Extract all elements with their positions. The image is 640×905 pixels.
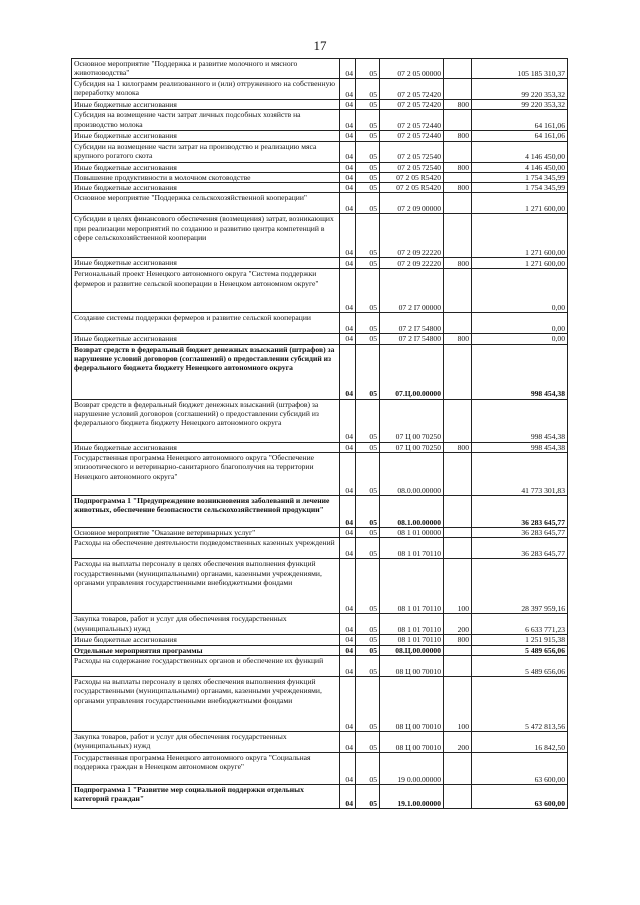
row-subsection-code: 05 — [356, 614, 380, 635]
budget-table-body — [72, 59, 568, 809]
row-subsection-code: 05 — [356, 784, 380, 808]
row-amount: 99 220 353,32 — [472, 100, 568, 110]
row-section-code: 04 — [340, 334, 356, 344]
row-amount: 1 271 600,00 — [472, 193, 568, 214]
row-name: Иные бюджетные ассигнования — [72, 258, 340, 269]
table-row — [72, 110, 568, 131]
row-name: Расходы на обеспечение деятельности подведомственных казенных учреждений — [72, 538, 340, 559]
row-amount: 28 397 959,16 — [472, 559, 568, 614]
row-subsection-code: 05 — [356, 183, 380, 193]
row-amount: 1 271 600,00 — [472, 214, 568, 258]
row-name: Иные бюджетные ассигнования — [72, 334, 340, 344]
row-section-code: 04 — [340, 110, 356, 131]
row-section-code: 04 — [340, 528, 356, 538]
row-amount: 5 489 656,06 — [472, 655, 568, 676]
table-row — [72, 676, 568, 731]
row-name: Субсидия на 1 килограмм реализованного и (или) отгруженного на собственную переработку молока — [72, 79, 340, 100]
row-expense-type-code — [444, 645, 472, 655]
row-section-code: 04 — [340, 655, 356, 676]
row-amount: 5 489 656,06 — [472, 645, 568, 655]
row-name: Закупка товаров, работ и услуг для обеспечения государственных (муниципальных) нужд — [72, 731, 340, 752]
row-expense-type-code — [444, 313, 472, 334]
row-name: Повышение продуктивности в молочном скотоводстве — [72, 172, 340, 182]
row-subsection-code: 05 — [356, 731, 380, 752]
row-section-code: 04 — [340, 399, 356, 442]
row-subsection-code: 05 — [356, 453, 380, 496]
row-expense-type-code — [444, 214, 472, 258]
row-expense-type-code — [444, 269, 472, 313]
row-amount: 63 600,00 — [472, 752, 568, 784]
row-expense-type-code — [444, 528, 472, 538]
row-target-code: 07 2 05 R5420 — [380, 172, 444, 182]
row-name: Субсидии на возмещение части затрат на производство и реализацию мяса крупного рогатого скота — [72, 141, 340, 162]
row-expense-type-code: 800 — [444, 162, 472, 172]
row-target-code: 08 Ц 00 70010 — [380, 655, 444, 676]
row-expense-type-code: 800 — [444, 442, 472, 452]
row-target-code: 19.1.00.00000 — [380, 784, 444, 808]
row-target-code: 08 Ц 00 70010 — [380, 731, 444, 752]
table-row — [72, 131, 568, 141]
row-name: Отдельные мероприятия программы — [72, 645, 340, 655]
row-subsection-code: 05 — [356, 100, 380, 110]
table-row — [72, 635, 568, 645]
row-subsection-code: 05 — [356, 344, 380, 399]
row-section-code: 04 — [340, 214, 356, 258]
row-expense-type-code — [444, 172, 472, 182]
table-row — [72, 100, 568, 110]
table-row — [72, 193, 568, 214]
row-amount: 41 773 301,83 — [472, 453, 568, 496]
table-row — [72, 344, 568, 399]
row-name: Подпрограмма 1 "Развитие мер социальной поддержки отдельных категорий граждан" — [72, 784, 340, 808]
row-subsection-code: 05 — [356, 162, 380, 172]
row-section-code: 04 — [340, 453, 356, 496]
row-expense-type-code: 800 — [444, 183, 472, 193]
row-expense-type-code — [444, 399, 472, 442]
row-name: Иные бюджетные ассигнования — [72, 635, 340, 645]
table-row — [72, 752, 568, 784]
table-row — [72, 59, 568, 79]
row-subsection-code: 05 — [356, 141, 380, 162]
budget-table — [71, 58, 568, 809]
row-target-code: 08 1 01 00000 — [380, 528, 444, 538]
row-amount: 63 600,00 — [472, 784, 568, 808]
row-name: Субсидии в целях финансового обеспечения (возмещения) затрат, возникающих при реализации мероприятий по созданию и развитию центра компетенций в сфере сельскохозяйственной кооперации — [72, 214, 340, 258]
row-expense-type-code — [444, 59, 472, 79]
row-target-code: 07 2 I7 00000 — [380, 269, 444, 313]
table-row — [72, 731, 568, 752]
row-target-code: 07 2 05 72540 — [380, 141, 444, 162]
row-target-code: 08 1 01 70110 — [380, 635, 444, 645]
row-amount: 64 161,06 — [472, 110, 568, 131]
row-target-code: 07 2 I7 54800 — [380, 313, 444, 334]
row-target-code: 07 2 09 22220 — [380, 258, 444, 269]
table-row — [72, 141, 568, 162]
row-name: Государственная программа Ненецкого автономного округа "Социальная поддержка граждан в Ненецком автономном округе" — [72, 752, 340, 784]
table-row — [72, 313, 568, 334]
row-target-code: 08.0.00.00000 — [380, 453, 444, 496]
row-section-code: 04 — [340, 183, 356, 193]
row-amount: 6 633 771,23 — [472, 614, 568, 635]
row-expense-type-code: 800 — [444, 334, 472, 344]
row-target-code: 07 2 05 72420 — [380, 79, 444, 100]
row-amount: 99 220 353,32 — [472, 79, 568, 100]
row-amount: 5 472 813,56 — [472, 676, 568, 731]
row-target-code: 08 1 01 70110 — [380, 538, 444, 559]
row-name: Расходы на содержание государственных органов и обеспечение их функций — [72, 655, 340, 676]
table-row — [72, 496, 568, 528]
row-section-code: 04 — [340, 100, 356, 110]
row-subsection-code: 05 — [356, 59, 380, 79]
row-section-code: 04 — [340, 258, 356, 269]
row-expense-type-code — [444, 655, 472, 676]
row-name: Субсидия на возмещение части затрат личных подсобных хозяйств на производство молока — [72, 110, 340, 131]
row-amount: 998 454,38 — [472, 442, 568, 452]
row-subsection-code: 05 — [356, 635, 380, 645]
row-expense-type-code: 200 — [444, 731, 472, 752]
row-amount: 1 754 345,99 — [472, 172, 568, 182]
table-row — [72, 214, 568, 258]
row-name: Возврат средств в федеральный бюджет денежных взысканий (штрафов) за нарушение условий договоров (соглашений) о предоставлении субсидий из федерального бюджета бюджету Ненецкого автономного округа — [72, 399, 340, 442]
row-name: Иные бюджетные ассигнования — [72, 442, 340, 452]
row-section-code: 04 — [340, 752, 356, 784]
row-expense-type-code — [444, 344, 472, 399]
row-name: Основное мероприятие "Оказание ветеринарных услуг" — [72, 528, 340, 538]
row-name: Возврат средств в федеральный бюджет денежных взысканий (штрафов) за нарушение условий договоров (соглашений) о предоставлении субсидий из федерального бюджета бюджету Ненецкого автономного округа — [72, 344, 340, 399]
row-subsection-code: 05 — [356, 79, 380, 100]
row-subsection-code: 05 — [356, 442, 380, 452]
row-amount: 36 283 645,77 — [472, 528, 568, 538]
row-name: Создание системы поддержки фермеров и развитие сельской кооперации — [72, 313, 340, 334]
row-expense-type-code — [444, 110, 472, 131]
table-row — [72, 655, 568, 676]
table-row — [72, 442, 568, 452]
row-section-code: 04 — [340, 559, 356, 614]
row-expense-type-code: 100 — [444, 676, 472, 731]
row-amount: 16 842,50 — [472, 731, 568, 752]
row-subsection-code: 05 — [356, 313, 380, 334]
row-target-code: 08.1.00.00000 — [380, 496, 444, 528]
row-expense-type-code — [444, 752, 472, 784]
row-target-code: 07.Ц.00.00000 — [380, 344, 444, 399]
row-amount: 4 146 450,00 — [472, 162, 568, 172]
row-section-code: 04 — [340, 162, 356, 172]
row-section-code: 04 — [340, 784, 356, 808]
row-amount: 0,00 — [472, 269, 568, 313]
row-section-code: 04 — [340, 141, 356, 162]
row-expense-type-code — [444, 496, 472, 528]
row-target-code: 07 2 05 72440 — [380, 131, 444, 141]
table-row — [72, 559, 568, 614]
row-section-code: 04 — [340, 79, 356, 100]
row-subsection-code: 05 — [356, 528, 380, 538]
row-name: Основное мероприятие "Поддержка и развитие молочного и мясного животноводства" — [72, 59, 340, 79]
row-amount: 4 146 450,00 — [472, 141, 568, 162]
row-expense-type-code: 800 — [444, 258, 472, 269]
row-section-code: 04 — [340, 645, 356, 655]
table-row — [72, 162, 568, 172]
row-section-code: 04 — [340, 676, 356, 731]
table-row — [72, 183, 568, 193]
table-row — [72, 538, 568, 559]
row-subsection-code: 05 — [356, 269, 380, 313]
row-section-code: 04 — [340, 344, 356, 399]
row-section-code: 04 — [340, 538, 356, 559]
row-section-code: 04 — [340, 614, 356, 635]
table-row — [72, 269, 568, 313]
row-amount: 0,00 — [472, 313, 568, 334]
row-subsection-code: 05 — [356, 172, 380, 182]
row-target-code: 08 Ц 00 70010 — [380, 676, 444, 731]
row-name: Закупка товаров, работ и услуг для обеспечения государственных (муниципальных) нужд — [72, 614, 340, 635]
row-target-code: 07 2 09 00000 — [380, 193, 444, 214]
row-amount: 36 283 645,77 — [472, 496, 568, 528]
row-subsection-code: 05 — [356, 676, 380, 731]
row-expense-type-code — [444, 784, 472, 808]
row-target-code: 07 2 05 72540 — [380, 162, 444, 172]
table-row — [72, 79, 568, 100]
row-target-code: 08.Ц.00.00000 — [380, 645, 444, 655]
table-row — [72, 614, 568, 635]
row-target-code: 07 Ц 00 70250 — [380, 442, 444, 452]
row-name: Иные бюджетные ассигнования — [72, 100, 340, 110]
row-target-code: 07 2 I7 54800 — [380, 334, 444, 344]
table-row — [72, 172, 568, 182]
row-expense-type-code: 200 — [444, 614, 472, 635]
row-subsection-code: 05 — [356, 399, 380, 442]
row-amount: 0,00 — [472, 334, 568, 344]
row-section-code: 04 — [340, 269, 356, 313]
table-row — [72, 784, 568, 808]
row-section-code: 04 — [340, 59, 356, 79]
row-name: Иные бюджетные ассигнования — [72, 131, 340, 141]
row-target-code: 07 2 05 72420 — [380, 100, 444, 110]
row-expense-type-code — [444, 193, 472, 214]
row-amount: 105 185 310,37 — [472, 59, 568, 79]
row-target-code: 07 2 05 R5420 — [380, 183, 444, 193]
row-amount: 998 454,38 — [472, 344, 568, 399]
row-subsection-code: 05 — [356, 645, 380, 655]
table-row — [72, 334, 568, 344]
row-expense-type-code: 100 — [444, 559, 472, 614]
table-row — [72, 645, 568, 655]
row-expense-type-code: 800 — [444, 635, 472, 645]
row-expense-type-code: 800 — [444, 131, 472, 141]
row-target-code: 08 1 01 70110 — [380, 614, 444, 635]
row-target-code: 19 0.00.00000 — [380, 752, 444, 784]
row-amount: 36 283 645,77 — [472, 538, 568, 559]
row-subsection-code: 05 — [356, 131, 380, 141]
row-target-code: 07 2 05 00000 — [380, 59, 444, 79]
row-expense-type-code — [444, 141, 472, 162]
row-subsection-code: 05 — [356, 752, 380, 784]
row-subsection-code: 05 — [356, 214, 380, 258]
row-section-code: 04 — [340, 313, 356, 334]
row-section-code: 04 — [340, 193, 356, 214]
table-row — [72, 528, 568, 538]
table-row — [72, 453, 568, 496]
row-name: Иные бюджетные ассигнования — [72, 183, 340, 193]
row-amount: 64 161,06 — [472, 131, 568, 141]
row-subsection-code: 05 — [356, 334, 380, 344]
table-row — [72, 399, 568, 442]
row-amount: 1 271 600,00 — [472, 258, 568, 269]
row-section-code: 04 — [340, 731, 356, 752]
row-subsection-code: 05 — [356, 110, 380, 131]
row-subsection-code: 05 — [356, 655, 380, 676]
row-target-code: 08 1 01 70110 — [380, 559, 444, 614]
page-number: 17 — [313, 38, 327, 53]
row-name: Подпрограмма 1 "Предупреждение возникновения заболеваний и лечение животных, обеспечение безопасности сельскохозяйственной продукции" — [72, 496, 340, 528]
row-expense-type-code: 800 — [444, 100, 472, 110]
row-amount: 998 454,38 — [472, 399, 568, 442]
row-subsection-code: 05 — [356, 258, 380, 269]
row-target-code: 07 2 05 72440 — [380, 110, 444, 131]
row-name: Расходы на выплаты персоналу в целях обеспечения выполнения функций государственными (муниципальными) органами, казенными учреждениями, органами управления государственными внебюджетными фондами — [72, 676, 340, 731]
row-section-code: 04 — [340, 635, 356, 645]
row-name: Иные бюджетные ассигнования — [72, 162, 340, 172]
row-subsection-code: 05 — [356, 559, 380, 614]
row-expense-type-code — [444, 538, 472, 559]
row-expense-type-code — [444, 453, 472, 496]
table-row — [72, 258, 568, 269]
row-subsection-code: 05 — [356, 496, 380, 528]
row-amount: 1 754 345,99 — [472, 183, 568, 193]
row-amount: 1 251 915,38 — [472, 635, 568, 645]
row-name: Расходы на выплаты персоналу в целях обеспечения выполнения функций государственными (муниципальными) органами, казенными учреждениями, органами управления государственными внебюджетными фондами — [72, 559, 340, 614]
row-section-code: 04 — [340, 131, 356, 141]
row-target-code: 07 Ц 00 70250 — [380, 399, 444, 442]
row-section-code: 04 — [340, 442, 356, 452]
row-section-code: 04 — [340, 496, 356, 528]
row-name: Региональный проект Ненецкого автономного округа "Система поддержки фермеров и развитие сельской кооперации в Ненецком автономном округе" — [72, 269, 340, 313]
row-subsection-code: 05 — [356, 193, 380, 214]
row-target-code: 07 2 09 22220 — [380, 214, 444, 258]
row-section-code: 04 — [340, 172, 356, 182]
row-name: Государственная программа Ненецкого автономного округа "Обеспечение эпизоотического и ветеринарно-санитарного благополучия на территории Ненецкого автономного округа" — [72, 453, 340, 496]
row-name: Основное мероприятие "Поддержка сельскохозяйственной кооперации" — [72, 193, 340, 214]
row-expense-type-code — [444, 79, 472, 100]
row-subsection-code: 05 — [356, 538, 380, 559]
